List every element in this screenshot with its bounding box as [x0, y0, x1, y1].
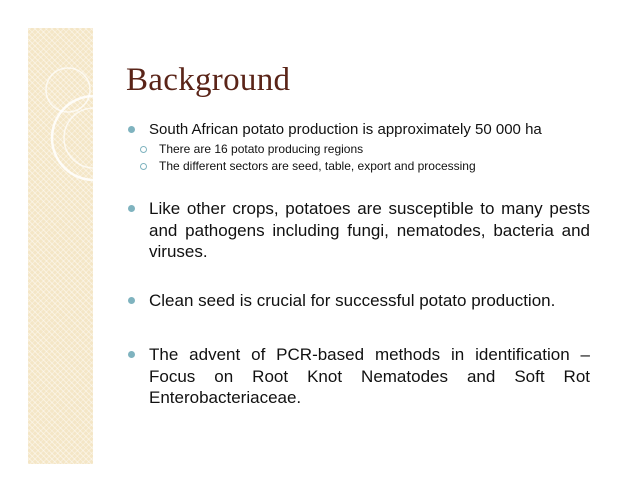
subbullet-1: [140, 141, 598, 158]
slide-title: Background: [126, 62, 291, 98]
bullet-3: [128, 290, 590, 312]
bullet-2-text: Like other crops, potatoes are susceptible to many pests and pathogens including fungi, nematodes, bacteria and viruses.: [149, 199, 590, 261]
subbullet-2-text: The different sectors are seed, table, export and processing: [159, 159, 476, 173]
subbullet-2: [140, 158, 598, 175]
subbullet-ring-icon: [140, 163, 147, 170]
bullet-4-text: The advent of PCR-based methods in identification – Focus on Root Knot Nematodes and Soft Rot Enterobacteriaceae.: [149, 345, 590, 407]
bullet-dot-icon: [128, 205, 135, 212]
decorative-circles-icon: [28, 28, 93, 464]
decorative-side-strip: [28, 28, 93, 464]
bullet-dot-icon: [128, 126, 135, 133]
bullet-2: [128, 198, 590, 263]
bullet-dot-icon: [128, 351, 135, 358]
bullet-1: [128, 121, 598, 175]
bullet-1-text: South African potato production is approximately 50 000 ha: [149, 121, 542, 138]
bullet-dot-icon: [128, 297, 135, 304]
bullet-3-text: Clean seed is crucial for successful potato production.: [149, 291, 556, 310]
subbullet-1-text: There are 16 potato producing regions: [159, 142, 364, 156]
subbullet-ring-icon: [140, 146, 147, 153]
bullet-4: [128, 344, 590, 409]
